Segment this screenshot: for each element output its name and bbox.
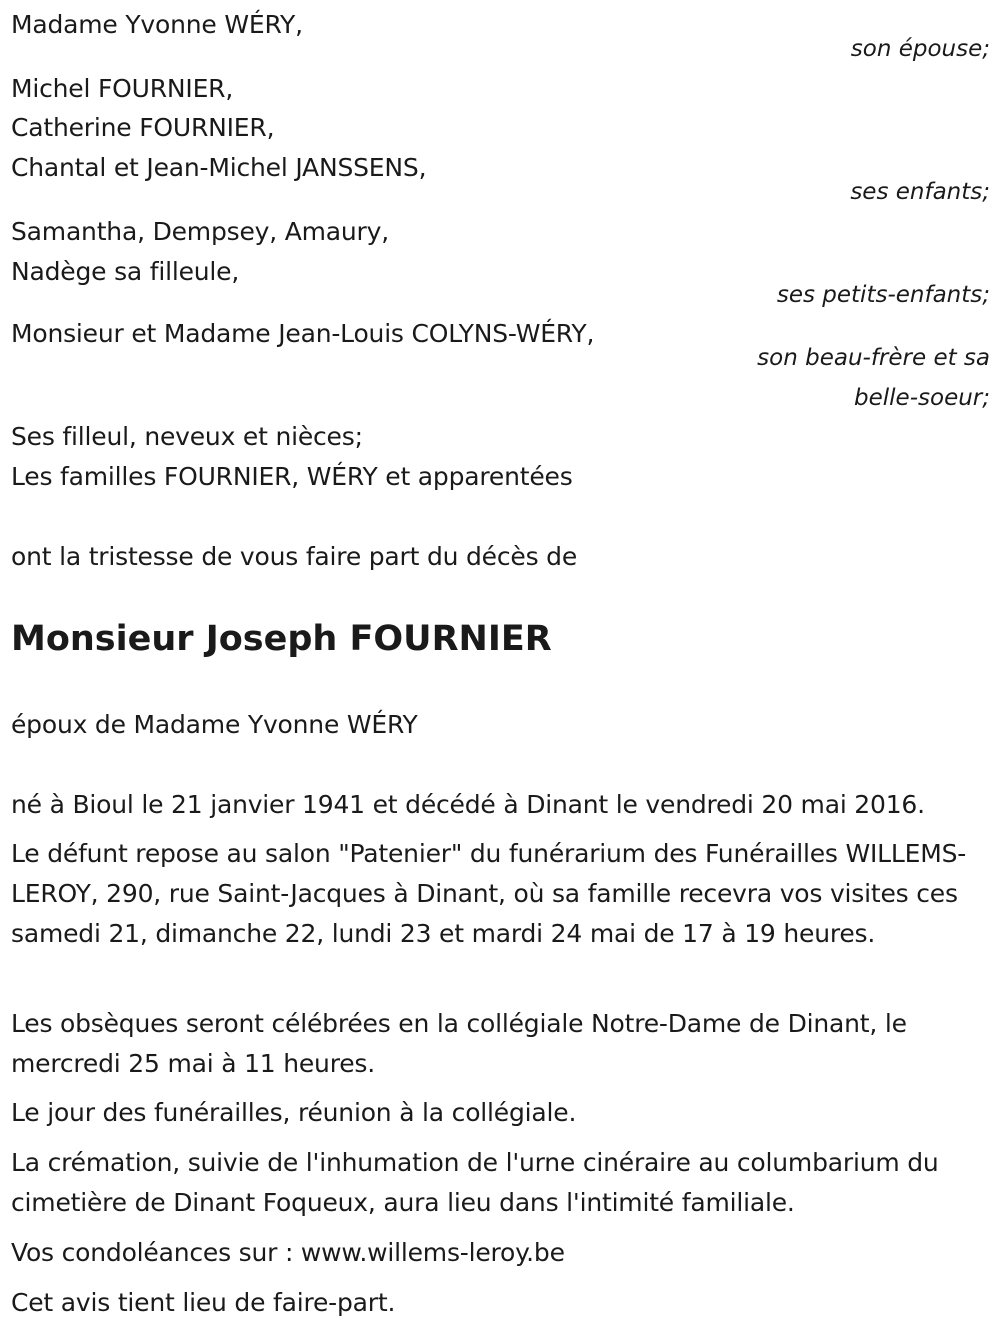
child-1: Michel FOURNIER, xyxy=(11,74,234,103)
spouse-role: son épouse; xyxy=(850,36,990,62)
grandchildren-2: Nadège sa filleule, xyxy=(11,257,240,286)
obseques-text: Les obsèques seront célébrées en la collégiale Notre-Dame de Dinant, le mercredi 25 mai à 11 heures. xyxy=(11,1009,907,1078)
reunion-text: Le jour des funérailles, réunion à la collégiale. xyxy=(11,1098,577,1127)
deceased-name: Monsieur Joseph FOURNIER xyxy=(11,619,552,659)
grandchildren-role: ses petits-enfants; xyxy=(776,282,990,308)
spouse-of: époux de Madame Yvonne WÉRY xyxy=(11,710,418,739)
condolences-text[interactable]: Vos condoléances sur : www.willems-leroy.be xyxy=(11,1238,565,1267)
others-1: Ses filleul, neveux et nièces; xyxy=(11,422,363,451)
in-laws-name: Monsieur et Madame Jean-Louis COLYNS-WÉRY, xyxy=(11,319,595,348)
notice-text: Cet avis tient lieu de faire-part. xyxy=(11,1288,396,1317)
announcement-text: ont la tristesse de vous faire part du décès de xyxy=(11,542,578,571)
child-2: Catherine FOURNIER, xyxy=(11,113,275,142)
child-3: Chantal et Jean-Michel JANSSENS, xyxy=(11,153,427,182)
birth-death-text: né à Bioul le 21 janvier 1941 et décédé à Dinant le vendredi 20 mai 2016. xyxy=(11,790,925,819)
in-laws-role-line1: son beau-frère et sa xyxy=(757,345,990,371)
in-laws-role-line2: belle-soeur; xyxy=(854,385,990,411)
repose-text: Le défunt repose au salon "Patenier" du funérarium des Funérailles WILLEMS-LEROY, 290, rue Saint-Jacques à Dinant, où sa famille recevra vos visites ces samedi 21, dimanche 22, lundi 23 et mardi 24 mai de 17 à 19 heures. xyxy=(11,839,967,948)
others-2: Les familles FOURNIER, WÉRY et apparentées xyxy=(11,462,573,491)
spouse-name: Madame Yvonne WÉRY, xyxy=(11,10,303,39)
cremation-text: La crémation, suivie de l'inhumation de l'urne cinéraire au columbarium du cimetière de Dinant Foqueux, aura lieu dans l'intimité familiale. xyxy=(11,1148,939,1217)
children-role: ses enfants; xyxy=(850,179,990,205)
grandchildren-1: Samantha, Dempsey, Amaury, xyxy=(11,217,389,246)
